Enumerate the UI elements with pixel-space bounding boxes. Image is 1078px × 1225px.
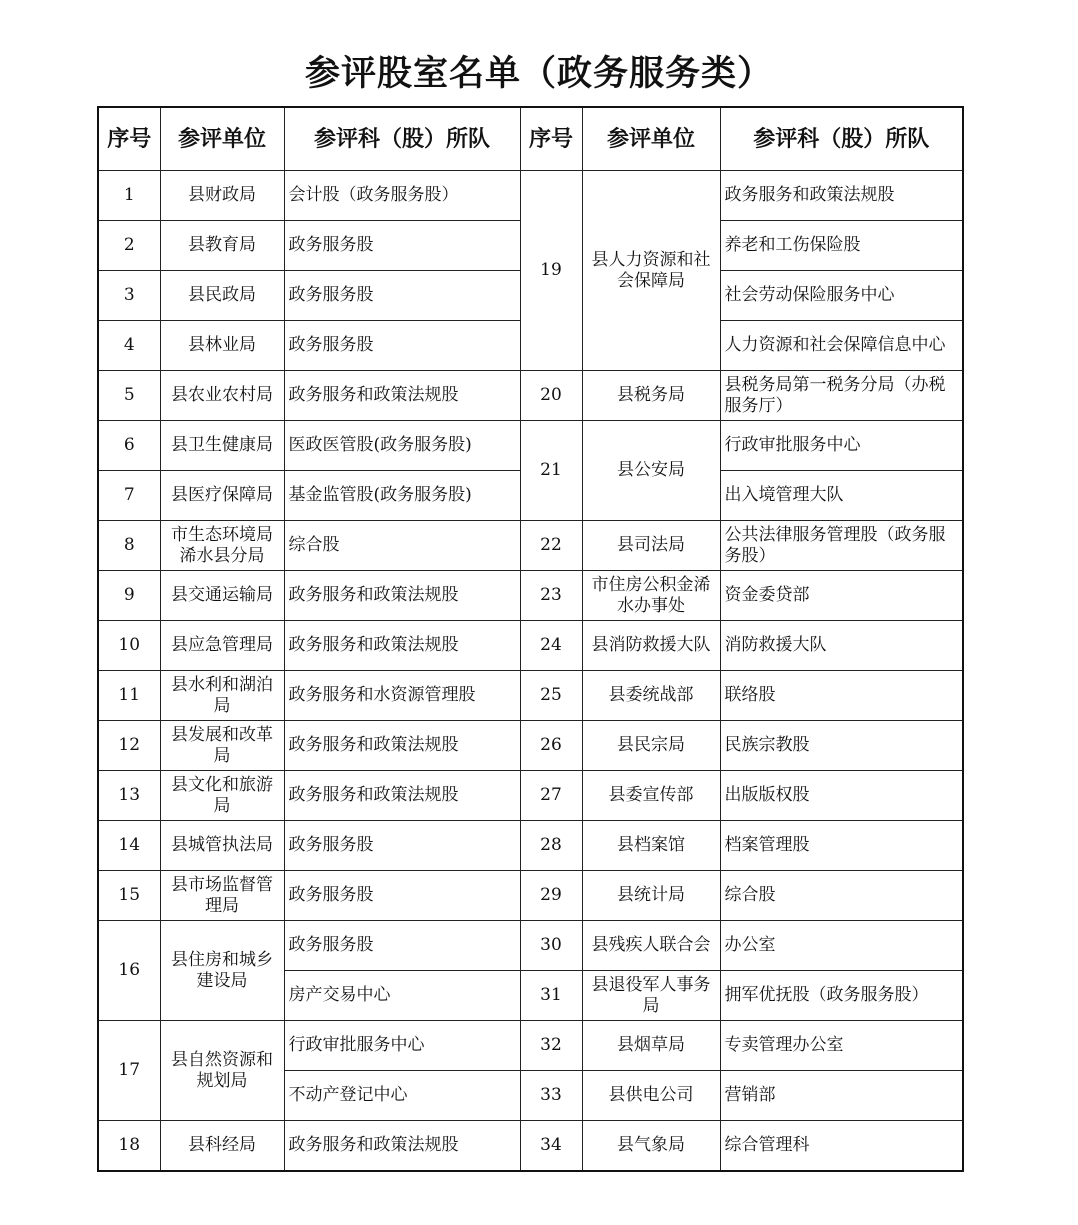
row-unit-right: 县统计局 — [582, 871, 720, 921]
row-unit-right: 县公安局 — [582, 421, 720, 521]
row-dept: 医政医管股(政务服务股) — [284, 421, 520, 471]
header-unit-right: 参评单位 — [582, 107, 720, 171]
row-unit-right: 县档案馆 — [582, 821, 720, 871]
row-dept-right: 综合股 — [720, 871, 963, 921]
row-unit-right: 县人力资源和社会保障局 — [582, 171, 720, 371]
row-index-right: 27 — [520, 771, 582, 821]
row-index: 8 — [98, 521, 160, 571]
row-index-right: 24 — [520, 621, 582, 671]
row-unit: 县交通运输局 — [160, 571, 284, 621]
row-dept-right: 养老和工伤保险股 — [720, 221, 963, 271]
row-dept-right: 行政审批服务中心 — [720, 421, 963, 471]
page-title: 参评股室名单（政务服务类） — [304, 54, 773, 94]
row-unit: 县农业农村局 — [160, 371, 284, 421]
row-unit-right: 县委统战部 — [582, 671, 720, 721]
table-row — [98, 171, 963, 221]
row-dept-right: 档案管理股 — [720, 821, 963, 871]
row-dept-right: 资金委贷部 — [720, 571, 963, 621]
row-unit-right: 县供电公司 — [582, 1071, 720, 1121]
row-index-right: 31 — [520, 971, 582, 1021]
row-dept-right: 综合管理科 — [720, 1121, 963, 1171]
row-index-right: 25 — [520, 671, 582, 721]
row-dept-right: 联络股 — [720, 671, 963, 721]
row-dept: 政务服务股 — [284, 321, 520, 371]
row-index-right: 32 — [520, 1021, 582, 1071]
header-unit: 参评单位 — [160, 107, 284, 171]
row-index-right: 30 — [520, 921, 582, 971]
row-dept: 政务服务股 — [284, 821, 520, 871]
row-dept: 政务服务和政策法规股 — [284, 571, 520, 621]
row-unit-right: 县烟草局 — [582, 1021, 720, 1071]
row-index: 9 — [98, 571, 160, 621]
table-row — [98, 821, 963, 871]
row-dept-right: 民族宗教股 — [720, 721, 963, 771]
row-index: 11 — [98, 671, 160, 721]
row-dept-right: 拥军优抚股（政务服务股） — [720, 971, 963, 1021]
row-index: 17 — [98, 1021, 160, 1121]
row-unit: 县水利和湖泊局 — [160, 671, 284, 721]
row-dept-right: 营销部 — [720, 1071, 963, 1121]
participant-table — [97, 106, 964, 1172]
row-index: 4 — [98, 321, 160, 371]
row-unit-right: 县委宣传部 — [582, 771, 720, 821]
row-dept-right: 政务服务和政策法规股 — [720, 171, 963, 221]
row-unit: 县发展和改革局 — [160, 721, 284, 771]
row-index-right: 21 — [520, 421, 582, 521]
row-dept: 政务服务和政策法规股 — [284, 721, 520, 771]
row-index-right: 34 — [520, 1121, 582, 1171]
row-index: 18 — [98, 1121, 160, 1171]
table-header-row — [98, 107, 963, 171]
table-row — [98, 871, 963, 921]
row-unit: 县住房和城乡建设局 — [160, 921, 284, 1021]
row-index: 13 — [98, 771, 160, 821]
row-dept-right: 出版版权股 — [720, 771, 963, 821]
row-dept-right: 专卖管理办公室 — [720, 1021, 963, 1071]
row-dept: 不动产登记中心 — [284, 1071, 520, 1121]
header-dept: 参评科（股）所队 — [284, 107, 520, 171]
row-dept: 政务服务股 — [284, 221, 520, 271]
row-dept: 政务服务和政策法规股 — [284, 1121, 520, 1171]
row-dept: 房产交易中心 — [284, 971, 520, 1021]
row-index: 2 — [98, 221, 160, 271]
header-index-right: 序号 — [520, 107, 582, 171]
row-unit: 县自然资源和规划局 — [160, 1021, 284, 1121]
table-row — [98, 671, 963, 721]
row-unit: 县科经局 — [160, 1121, 284, 1171]
row-dept: 综合股 — [284, 521, 520, 571]
row-dept-right: 公共法律服务管理股（政务服务股） — [720, 521, 963, 571]
table-row — [98, 421, 963, 471]
row-index-right: 33 — [520, 1071, 582, 1121]
row-unit: 市生态环境局浠水县分局 — [160, 521, 284, 571]
row-dept: 政务服务股 — [284, 921, 520, 971]
table-row — [98, 1121, 963, 1171]
row-dept: 政务服务和水资源管理股 — [284, 671, 520, 721]
table-row — [98, 921, 963, 971]
table-row — [98, 621, 963, 671]
row-dept: 基金监管股(政务服务股) — [284, 471, 520, 521]
table-row — [98, 371, 963, 421]
row-dept-right: 社会劳动保险服务中心 — [720, 271, 963, 321]
row-index-right: 23 — [520, 571, 582, 621]
row-index-right: 19 — [520, 171, 582, 371]
header-dept-right: 参评科（股）所队 — [720, 107, 963, 171]
row-index: 6 — [98, 421, 160, 471]
row-unit: 县市场监督管理局 — [160, 871, 284, 921]
table-row — [98, 571, 963, 621]
row-unit: 县卫生健康局 — [160, 421, 284, 471]
table-row — [98, 771, 963, 821]
row-unit: 县应急管理局 — [160, 621, 284, 671]
table-row — [98, 721, 963, 771]
table-row — [98, 521, 963, 571]
row-dept: 政务服务股 — [284, 271, 520, 321]
row-unit-right: 县退役军人事务局 — [582, 971, 720, 1021]
row-index-right: 22 — [520, 521, 582, 571]
row-unit: 县城管执法局 — [160, 821, 284, 871]
row-index-right: 20 — [520, 371, 582, 421]
row-index: 15 — [98, 871, 160, 921]
row-unit: 县财政局 — [160, 171, 284, 221]
row-unit: 县林业局 — [160, 321, 284, 371]
row-dept: 政务服务股 — [284, 871, 520, 921]
row-index: 16 — [98, 921, 160, 1021]
row-unit-right: 市住房公积金浠水办事处 — [582, 571, 720, 621]
row-dept: 政务服务和政策法规股 — [284, 371, 520, 421]
row-index: 3 — [98, 271, 160, 321]
row-index: 10 — [98, 621, 160, 671]
row-unit: 县医疗保障局 — [160, 471, 284, 521]
row-index-right: 29 — [520, 871, 582, 921]
row-dept: 政务服务和政策法规股 — [284, 621, 520, 671]
row-index: 1 — [98, 171, 160, 221]
row-index: 14 — [98, 821, 160, 871]
row-dept-right: 人力资源和社会保障信息中心 — [720, 321, 963, 371]
row-unit-right: 县民宗局 — [582, 721, 720, 771]
row-dept: 政务服务和政策法规股 — [284, 771, 520, 821]
row-unit: 县文化和旅游局 — [160, 771, 284, 821]
row-dept: 行政审批服务中心 — [284, 1021, 520, 1071]
row-index: 12 — [98, 721, 160, 771]
row-unit-right: 县税务局 — [582, 371, 720, 421]
row-dept-right: 办公室 — [720, 921, 963, 971]
row-index: 5 — [98, 371, 160, 421]
row-unit-right: 县消防救援大队 — [582, 621, 720, 671]
row-dept-right: 县税务局第一税务分局（办税服务厅） — [720, 371, 963, 421]
header-index: 序号 — [98, 107, 160, 171]
row-index-right: 28 — [520, 821, 582, 871]
row-dept-right: 消防救援大队 — [720, 621, 963, 671]
row-unit: 县民政局 — [160, 271, 284, 321]
row-dept: 会计股（政务服务股） — [284, 171, 520, 221]
row-index: 7 — [98, 471, 160, 521]
row-index-right: 26 — [520, 721, 582, 771]
table-row — [98, 1021, 963, 1071]
row-unit: 县教育局 — [160, 221, 284, 271]
row-unit-right: 县气象局 — [582, 1121, 720, 1171]
row-unit-right: 县司法局 — [582, 521, 720, 571]
row-dept-right: 出入境管理大队 — [720, 471, 963, 521]
row-unit-right: 县残疾人联合会 — [582, 921, 720, 971]
